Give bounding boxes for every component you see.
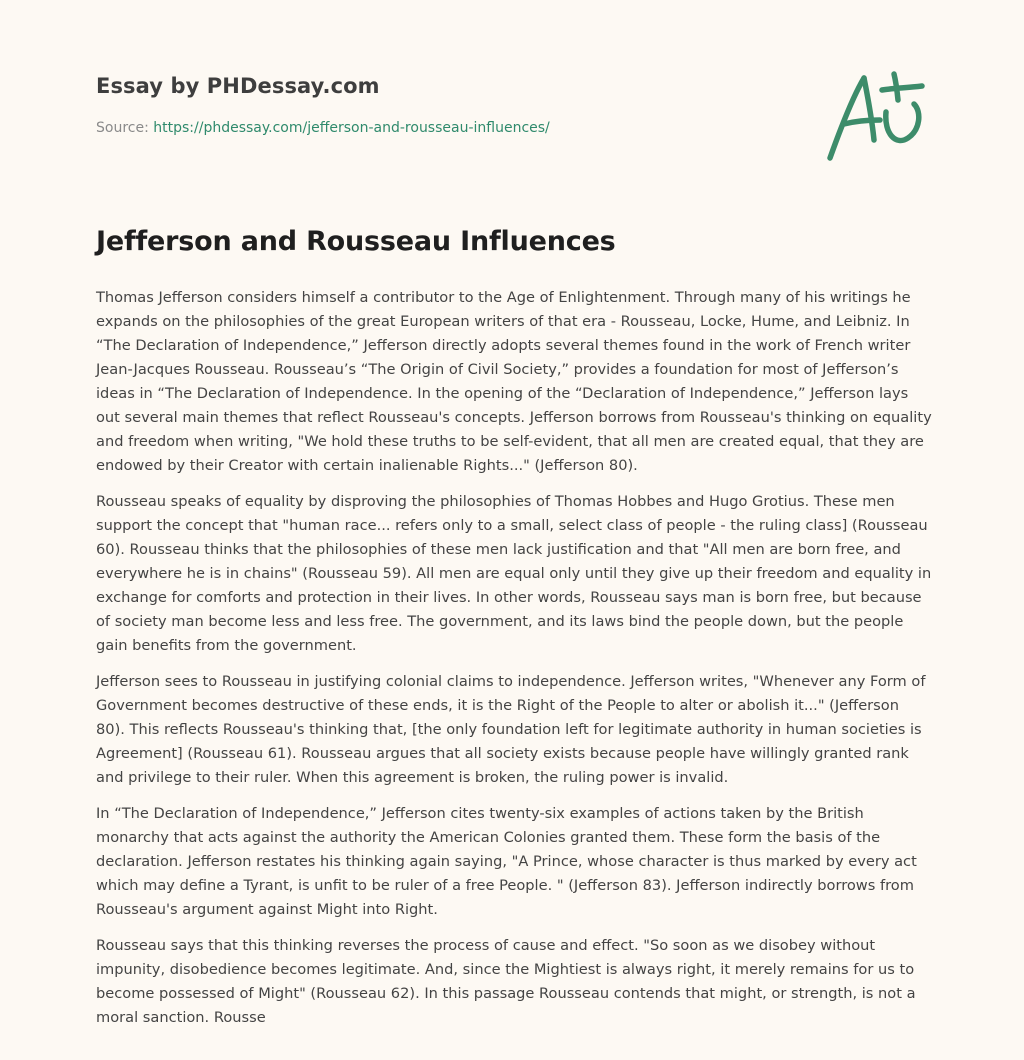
page-header [96, 74, 796, 136]
source-link[interactable]: https://phdessay.com/jefferson-and-rousseau-influences/ [153, 120, 550, 136]
source-label: Source: [96, 120, 149, 136]
essay-paragraph: Thomas Jefferson considers himself a contributor to the Age of Enlightenment. Through many of his writings he expands on the philosophies of the great European writers of that era - Rousseau, Locke, Hume, and Leibniz. In “The Declaration of Independence,” Jefferson directly adopts several themes found in the work of French writer Jean-Jacques Rousseau. Rousseau’s “The Origin of Civil Society,” provides a foundation for most of Jefferson’s ideas in “The Declaration of Independence. In the opening of the “Declaration of Independence,” Jefferson lays out several main themes that reflect Rousseau's concepts. Jefferson borrows from Rousseau's thinking on equality and freedom when writing, "We hold these truths to be self-evident, that all men are created equal, that they are endowed by their Creator with certain inalienable Rights..." (Jefferson 80). [96, 289, 932, 474]
essay-title: Jefferson and Rousseau Influences [96, 226, 616, 257]
essay-paragraph: Rousseau says that this thinking reverses the process of cause and effect. "So soon as we disobey without impunity, disobedience becomes legitimate. And, since the Mightiest is always right, it merely remains for us to become possessed of Might" (Rousseau 62). In this passage Rousseau contends that might, or strength, is not a moral sanction. Rousse [96, 937, 916, 1026]
essay-paragraph: In “The Declaration of Independence,” Jefferson cites twenty-six examples of actions taken by the British monarchy that acts against the authority the American Colonies granted them. These form the basis of the declaration. Jefferson restates his thinking again saying, "A Prince, whose character is thus marked by every act which may define a Tyrant, is unfit to be ruler of a free People. " (Jefferson 83). Jefferson indirectly borrows from Rousseau's argument against Might into Right. [96, 805, 917, 918]
site-title: Essay by PHDessay.com [96, 74, 380, 98]
source-line [96, 120, 796, 136]
essay-body [96, 286, 932, 1042]
essay-paragraph: Jefferson sees to Rousseau in justifying colonial claims to independence. Jefferson writes, "Whenever any Form of Government becomes destructive of these ends, it is the Right of the People to alter or abolish it..." (Jefferson 80). This reflects Rousseau's thinking that, [the only foundation left for legitimate authority in human societies is Agreement] (Rousseau 61). Rousseau argues that all society exists because people have willingly granted rank and privilege to their ruler. When this agreement is broken, the ruling power is invalid. [96, 673, 926, 786]
essay-paragraph: Rousseau speaks of equality by disproving the philosophies of Thomas Hobbes and Hugo Grotius. These men support the concept that "human race... refers only to a small, select class of people - the ruling class] (Rousseau 60). Rousseau thinks that the philosophies of these men lack justification and that "All men are born free, and everywhere he is in chains" (Rousseau 59). All men are equal only until they give up their freedom and equality in exchange for comforts and protection in their lives. In other words, Rousseau says man is born free, but because of society man become less and less free. The government, and its laws bind the people down, but the people gain benefits from the government. [96, 493, 932, 654]
a-plus-grade-icon [822, 68, 930, 164]
